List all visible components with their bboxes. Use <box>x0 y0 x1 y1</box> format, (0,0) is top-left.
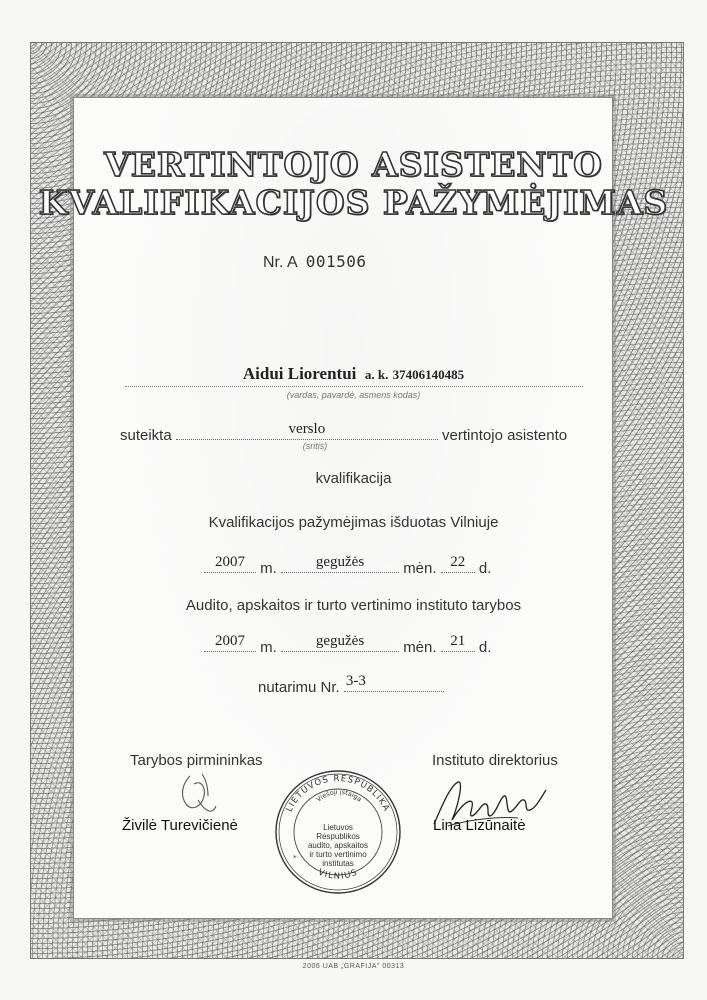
issued-month-blank <box>281 554 399 573</box>
number-label: Nr. A <box>263 254 297 271</box>
council-text: Audito, apskaitos ir turto vertinimo instituto tarybos <box>185 597 522 614</box>
granted-label: suteikta <box>120 427 172 444</box>
seal-line-5: institutas <box>322 859 354 868</box>
granted-suffix: vertintojo asistento <box>442 427 568 444</box>
holder-line <box>0 364 707 384</box>
holder-dotted-line <box>125 386 583 387</box>
seal-outer-top: LIETUVOS RESPUBLIKA <box>284 773 392 814</box>
seal-line-1: Lietuvos <box>323 823 353 832</box>
granted-field-blank <box>176 421 438 440</box>
svg-text:*: * <box>293 854 297 862</box>
issued-text: Kvalifikacijos pažymėjimas išduotas Vilniuje <box>208 514 499 531</box>
right-signer-title: Instituto direktorius <box>432 752 558 769</box>
council-year-suffix: m. <box>260 639 277 656</box>
svg-text:VILNIUS <box>316 868 359 882</box>
council-year: 2007 <box>215 633 245 649</box>
council-year-blank <box>204 633 256 652</box>
holder-code-label: a. k. <box>364 367 389 382</box>
council-month-blank <box>281 633 399 652</box>
certificate-number <box>263 252 366 272</box>
council-month: gegužės <box>315 633 365 649</box>
decision-row <box>258 673 444 696</box>
issued-month: gegužės <box>315 554 365 570</box>
qualification-word: kvalifikacija <box>315 470 392 487</box>
left-signer-name: Živilė Turevičienė <box>122 817 238 834</box>
council-day: 21 <box>450 633 466 649</box>
left-signature-icon <box>172 770 232 822</box>
council-day-suffix: d. <box>478 639 492 656</box>
seal-line-3: audito, apskaitos <box>307 841 369 850</box>
issued-year-suffix: m. <box>260 560 277 577</box>
holder-hint: (vardas, pavardė, asmens kodas) <box>286 390 421 400</box>
holder-code: 37406140485 <box>392 367 465 382</box>
left-signer-title: Tarybos pirmininkas <box>130 752 263 769</box>
institute-seal-icon <box>273 768 403 896</box>
council-month-suffix: mėn. <box>403 639 437 656</box>
svg-text:Viešoji įstaiga <box>315 788 364 804</box>
field-hint: (sritis) <box>302 441 328 451</box>
decision-number: 3-3 <box>345 673 366 689</box>
council-day-blank <box>441 633 475 652</box>
holder-name: Aidui Liorentui <box>242 364 357 383</box>
title-line-1: VERTINTOJO ASISTENTO <box>104 145 603 184</box>
decision-label: nutarimu Nr. <box>258 679 340 696</box>
issued-year: 2007 <box>215 554 245 570</box>
right-signer-name: Lina Lizūnaitė <box>433 817 526 834</box>
issued-day-suffix: d. <box>478 560 492 577</box>
granted-field: verslo <box>288 421 326 437</box>
issued-date-row <box>204 554 492 577</box>
number-value: 001506 <box>305 252 367 271</box>
title-line-2: KVALIFIKACIJOS PAŽYMĖJIMAS <box>38 183 669 222</box>
seal-line-2: Respublikos <box>316 832 360 841</box>
issued-day: 22 <box>450 554 466 570</box>
seal-inner-arc: Viešoji įstaiga <box>314 787 364 804</box>
council-date-row <box>204 633 492 656</box>
printer-footer: 2006 UAB „GRAFIJA" 00313 <box>302 963 405 970</box>
issued-month-suffix: mėn. <box>403 560 437 577</box>
decision-blank <box>344 673 444 692</box>
issued-day-blank <box>441 554 475 573</box>
issued-year-blank <box>204 554 256 573</box>
seal-outer-bottom: VILNIUS <box>316 867 360 882</box>
seal-line-4: ir turto vertinimo <box>309 850 367 859</box>
